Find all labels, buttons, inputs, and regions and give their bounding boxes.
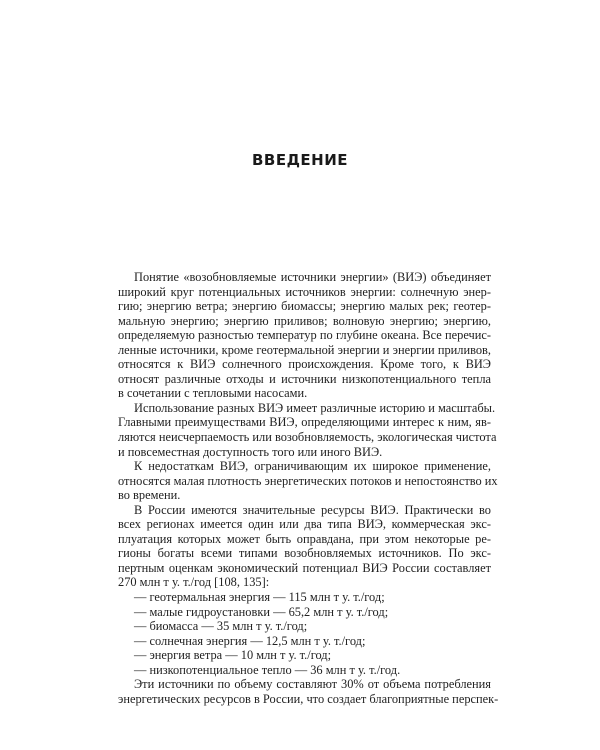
text-line: К недостаткам ВИЭ, ограничивающим их широкое применение, xyxy=(134,459,491,474)
text-line: Эти источники по объему составляют 30% от объема потребления xyxy=(134,677,491,692)
list-item: — малые гидроустановки — 65,2 млн т у. т./год; xyxy=(134,604,389,619)
list-item: — солнечная энергия — 12,5 млн т у. т./год; xyxy=(134,633,366,648)
text-line: в сочетании с тепловыми насосами. xyxy=(118,386,308,401)
text-line: относятся к ВИЭ солнечного происхождения. Кроме того, к ВИЭ xyxy=(118,357,491,372)
text-line: гию; энергию ветра; энергию биомассы; энергию малых рек; геотер- xyxy=(118,299,491,314)
text-line: гионы богаты всеми типами возобновляемых источников. По экс- xyxy=(118,546,491,561)
text-line: В России имеются значительные ресурсы ВИЭ. Практически во xyxy=(134,502,491,517)
text-line: пертным оценкам экономический потенциал ВИЭ России составляет xyxy=(118,560,491,575)
text-line: Понятие «возобновляемые источники энергии» (ВИЭ) объединяет xyxy=(134,270,491,284)
list-item: — низкопотенциальное тепло — 36 млн т у. т./год. xyxy=(134,662,401,677)
text-line: относятся малая плотность энергетических потоков и непостоянство их xyxy=(118,473,498,488)
text-line: относят различные отходы и источники низкопотенциального тепла xyxy=(118,371,491,386)
page-title: ВВЕДЕНИЕ xyxy=(251,151,349,169)
text-line: широкий круг потенциальных источников энергии: солнечную энер- xyxy=(118,284,491,299)
text-line: и повсеместная доступность того или иного ВИЭ. xyxy=(118,444,383,459)
list-item: — геотермальная энергия — 115 млн т у. т./год; xyxy=(134,590,385,605)
list-item: — энергия ветра — 10 млн т у. т./год; xyxy=(134,648,332,663)
list-item: — биомасса — 35 млн т у. т./год; xyxy=(134,619,308,634)
text-line: энергетических ресурсов в России, что создает благоприятные перспек- xyxy=(118,691,499,706)
text-line: ляются неисчерпаемость или возобновляемость, экологическая чистота xyxy=(118,430,497,445)
text-line: всех регионах имеется один или два типа ВИЭ, коммерческая экс- xyxy=(118,517,491,532)
text-line: определяемую разностью температур по глубине океана. Все перечис- xyxy=(118,328,491,343)
body-text xyxy=(118,270,499,706)
text-line: во времени. xyxy=(118,488,181,503)
text-line: Использование разных ВИЭ имеет различные историю и масштабы. xyxy=(134,400,496,415)
text-line: плуатация которых может быть оправдана, при этом некоторые ре- xyxy=(118,531,491,546)
text-line: 270 млн т у. т./год [108, 135]: xyxy=(118,575,270,590)
text-line: Главными преимуществами ВИЭ, определяющими интерес к ним, яв- xyxy=(118,415,491,430)
text-line: ленные источники, кроме геотермальной энергии и энергии приливов, xyxy=(118,342,491,357)
text-line: мальную энергию; энергию приливов; волновую энергию; энергию, xyxy=(118,313,491,328)
